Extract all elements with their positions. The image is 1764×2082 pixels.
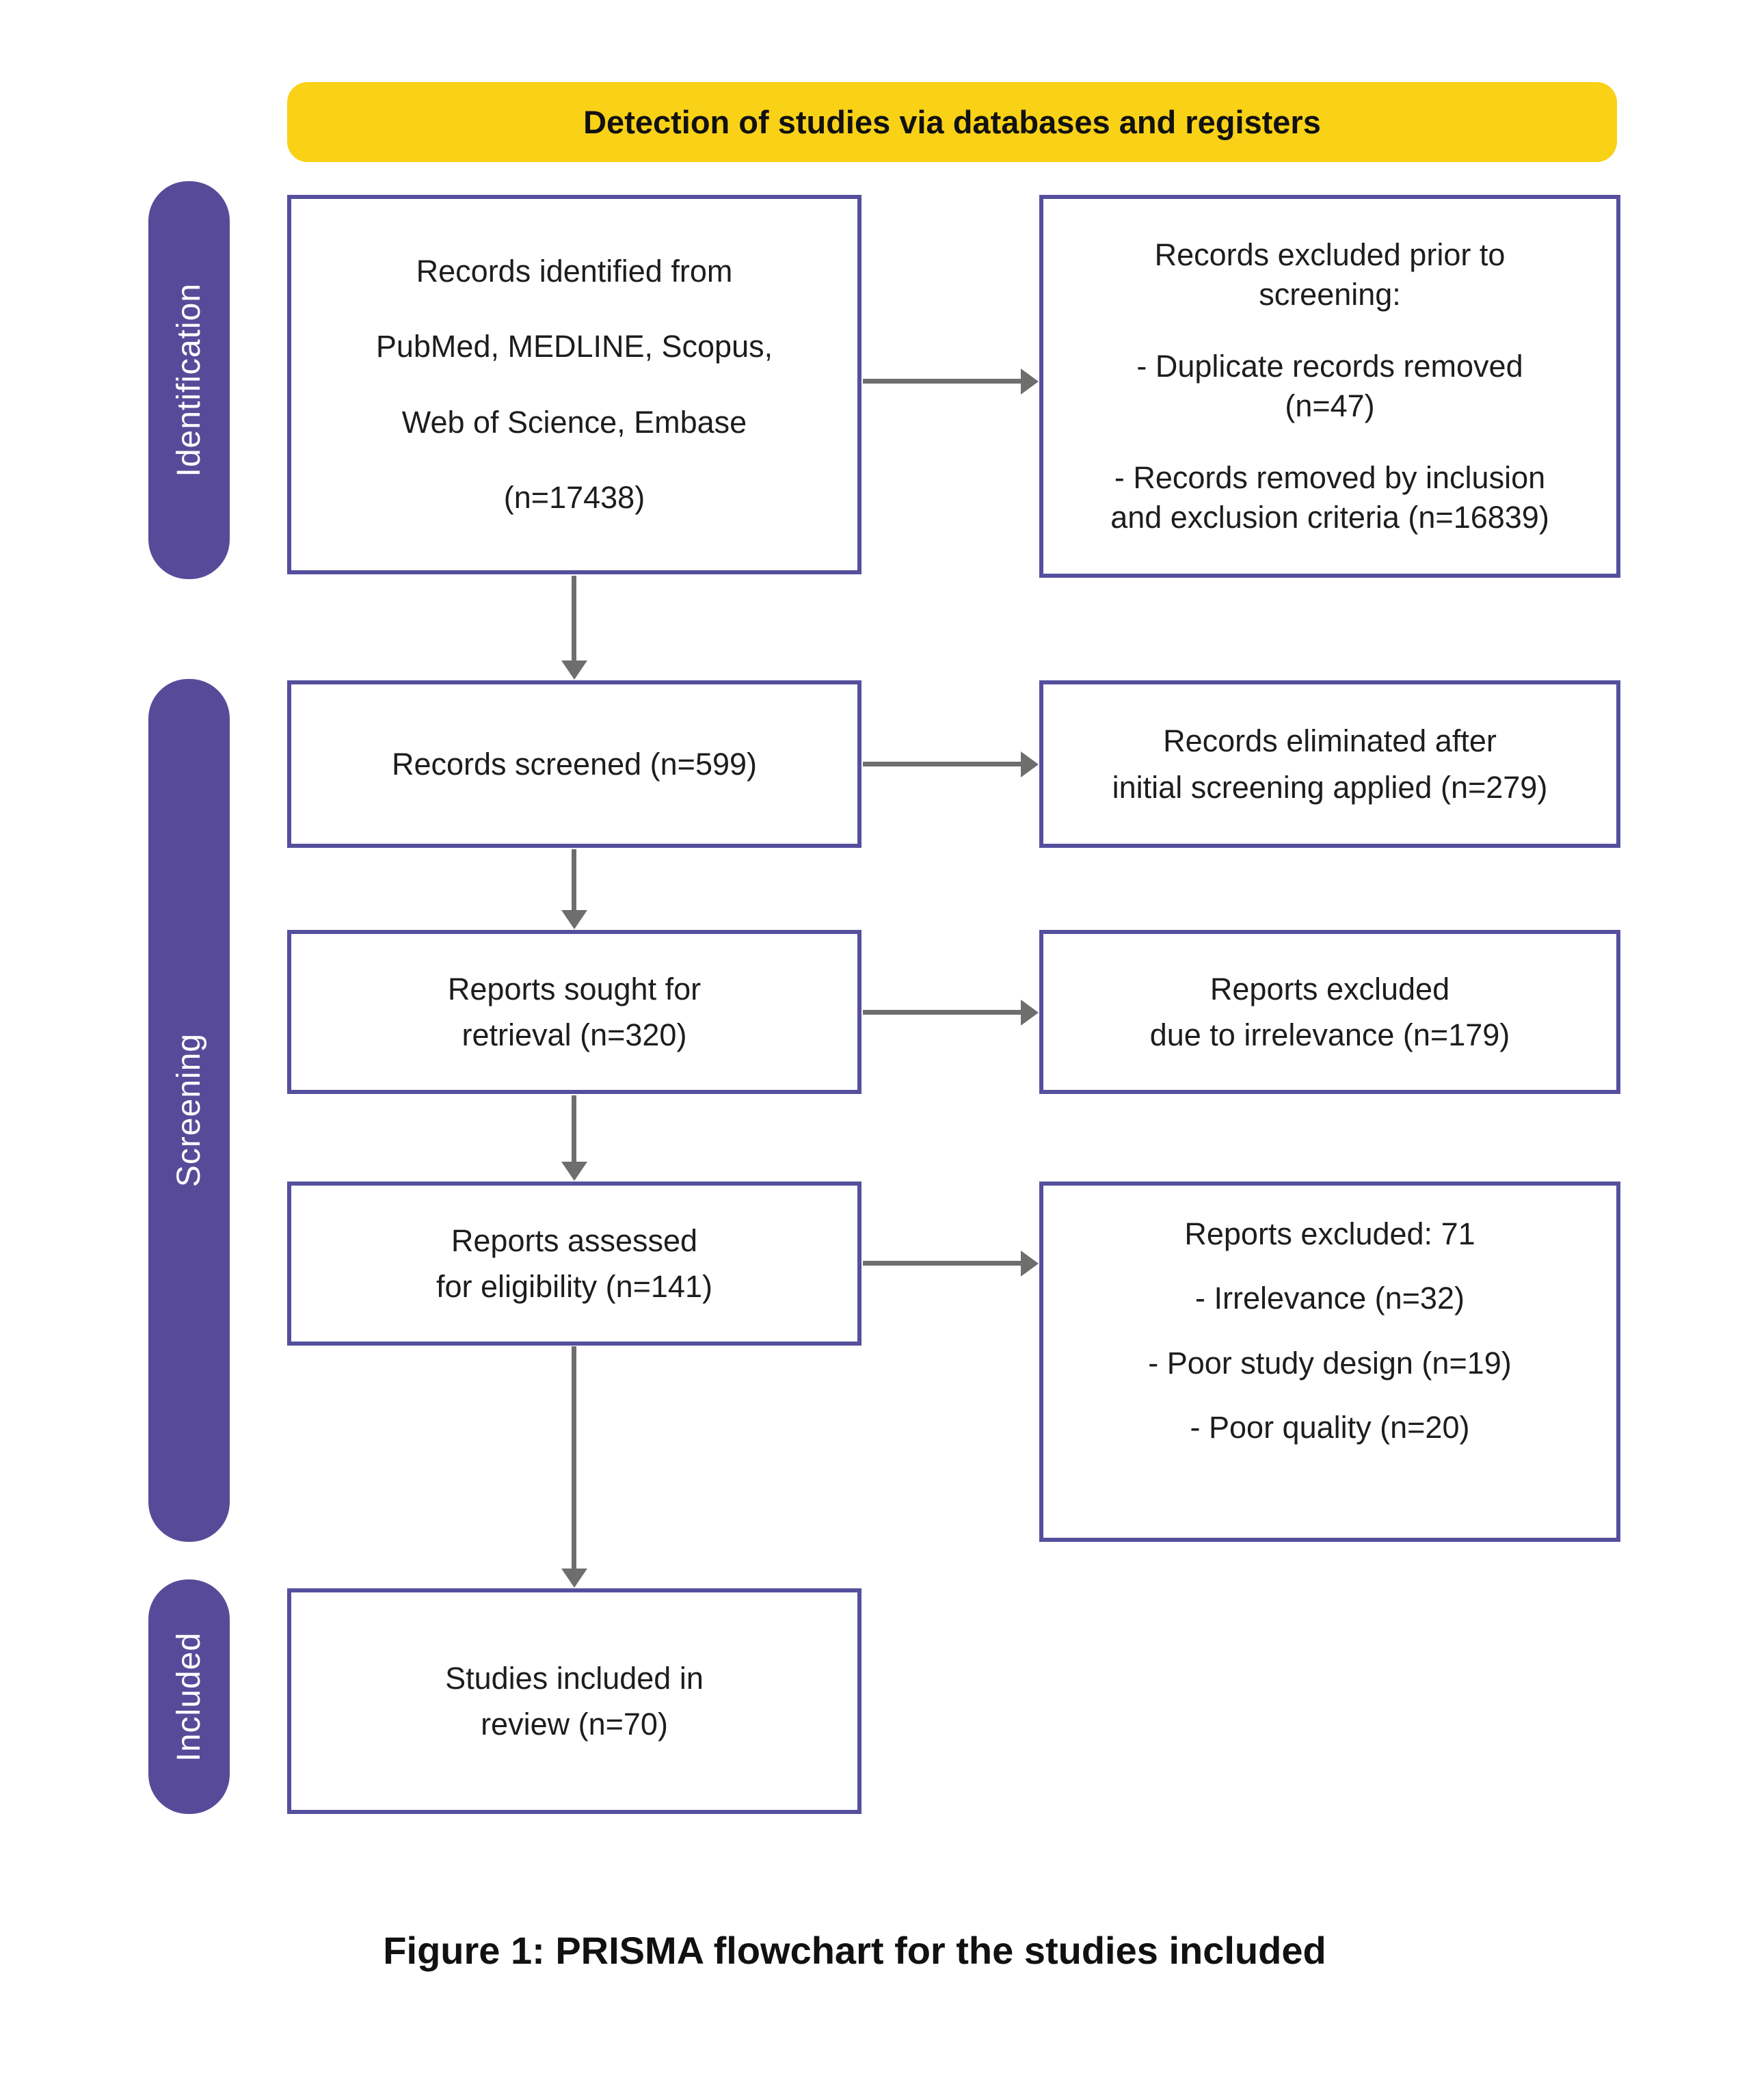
box-text-line: Records eliminated after [1163,723,1497,758]
stage-pill-screening [148,679,230,1542]
box-text-line: initial screening applied (n=279) [1112,769,1548,805]
arrow-right-sought-to-excluded-irrelevance [863,1010,1021,1015]
box-text-line: - Records removed by inclusion [1114,459,1546,495]
arrow-right-screened-to-eliminated [863,762,1021,766]
box-text-line: Reports excluded: 71 [1184,1216,1475,1251]
stage-label-included: Included [171,1631,207,1762]
box-text-line: (n=47) [1285,388,1375,423]
box-text-line: - Poor quality (n=20) [1190,1410,1470,1445]
arrow-down-assessed-to-included [572,1346,576,1569]
box-text-line: Reports assessed [451,1223,698,1258]
box-reports-excluded-breakdown [1039,1182,1620,1542]
box-text-line: - Poor study design (n=19) [1148,1345,1512,1380]
banner-title: Detection of studies via databases and registers [583,104,1321,140]
arrow-right-assessed-to-excluded-breakdown [863,1261,1021,1266]
box-reports-assessed [287,1182,861,1346]
box-text-line: Reports excluded [1210,971,1450,1006]
box-reports-excluded-irrelevance [1039,930,1620,1094]
box-text-line: Records screened (n=599) [391,746,758,782]
arrow-right-identified-to-excluded-prior [863,379,1021,384]
arrow-down-sought-to-assessed [572,1095,576,1162]
box-text-line: Records excluded prior to [1154,237,1506,272]
box-reports-sought [287,930,861,1094]
stage-label-identification: Identification [171,283,207,477]
box-records-excluded-prior-to-screening [1039,195,1620,578]
box-text-line: PubMed, MEDLINE, Scopus, [375,329,773,364]
arrow-down-identified-to-screened [572,576,576,661]
box-records-screened [287,680,861,848]
box-text-line: and exclusion criteria (n=16839) [1110,500,1549,535]
box-text-line: due to irrelevance (n=179) [1149,1017,1510,1052]
box-records-eliminated [1039,680,1620,848]
box-text-line: Reports sought for [447,971,701,1006]
box-text-line: screening: [1259,277,1401,312]
box-text-line: Studies included in [445,1660,704,1696]
box-text-line: - Duplicate records removed [1136,348,1523,384]
stage-pill-identification [148,181,230,579]
figure-caption: Figure 1: PRISMA flowchart for the studies included [383,1929,1326,1972]
banner-detection-of-studies [287,82,1617,162]
box-text-line: - Irrelevance (n=32) [1195,1281,1465,1316]
box-records-identified [287,195,861,574]
stage-pill-included [148,1579,230,1814]
box-text-line: review (n=70) [481,1707,668,1741]
box-text-line: Records identified from [416,254,733,289]
box-studies-included [287,1588,861,1814]
box-text-line: for eligibility (n=141) [436,1269,712,1304]
box-text-line: retrieval (n=320) [462,1017,687,1052]
arrow-down-screened-to-sought [572,849,576,911]
box-text-line: Web of Science, Embase [401,404,747,440]
stage-label-screening: Screening [171,1033,207,1188]
box-text-line: (n=17438) [503,479,645,515]
